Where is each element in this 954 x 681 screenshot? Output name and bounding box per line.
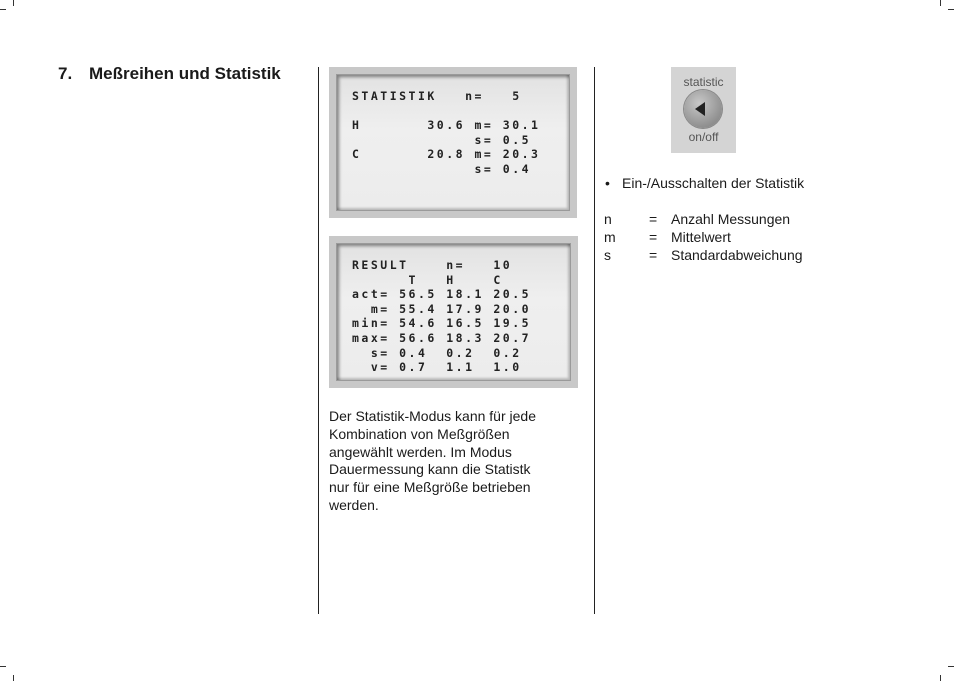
crop-mark [940, 0, 941, 6]
crop-mark [948, 666, 954, 667]
definition-symbol: m [604, 229, 616, 245]
bullet-item [605, 175, 804, 191]
definition-text: Mittelwert [671, 229, 731, 245]
section-heading [58, 64, 281, 84]
bullet-marker: • [605, 175, 610, 191]
section-title: Meßreihen und Statistik [89, 64, 281, 83]
definition-equals: = [649, 229, 658, 245]
definition-symbol: n [604, 211, 612, 227]
description-line: werden. [329, 496, 379, 513]
statistic-button-illustration [671, 67, 736, 153]
lcd-result-display [329, 236, 578, 388]
crop-mark [948, 9, 954, 10]
bullet-text: Ein-/Ausschalten der Statistik [622, 175, 805, 191]
description-line: nur für eine Meßgröße betrieben [329, 479, 531, 496]
crop-mark [940, 675, 941, 681]
section-number: 7. [58, 64, 73, 83]
column-divider-right [594, 67, 595, 614]
description-paragraph [329, 408, 579, 515]
description-line: angewählt werden. Im Modus [329, 443, 512, 460]
definition-text: Standardabweichung [671, 247, 803, 263]
statistic-button[interactable] [684, 90, 722, 128]
crop-mark [13, 675, 14, 681]
definition-equals: = [649, 211, 658, 227]
crop-mark [0, 9, 6, 10]
definition-symbol: s [604, 247, 611, 263]
crop-mark [0, 666, 6, 667]
lcd-screen [336, 243, 571, 381]
crop-mark [13, 0, 14, 6]
button-bottom-label: on/off [688, 130, 719, 144]
lcd-statistik-text: STATISTIK n= 5 H 30.6 m= 30.1 s= 0.5 C 20.8 m= 20.3 s= 0.4 [352, 89, 541, 176]
column-divider-left [318, 67, 319, 614]
description-line: Kombination von Meßgrößen [329, 425, 510, 442]
definition-equals: = [649, 247, 658, 263]
left-triangle-icon [695, 102, 705, 116]
lcd-statistik-display [329, 67, 577, 218]
lcd-screen [336, 74, 570, 211]
description-line: Dauermessung kann die Statistk [329, 461, 531, 478]
button-top-label: statistic [683, 75, 724, 89]
lcd-result-text: RESULT n= 10 T H C act= 56.5 18.1 20.5 m= 55.4 17.9 20.0 min= 54.6 16.5 19.5 max= 56.6 18.3 20.7 s= 0.4 0.2 0.2 v= 0.7 1.1 1.0 [352, 258, 532, 375]
definition-text: Anzahl Messungen [671, 211, 791, 227]
description-line: Der Statistik-Modus kann für jede [329, 408, 536, 424]
